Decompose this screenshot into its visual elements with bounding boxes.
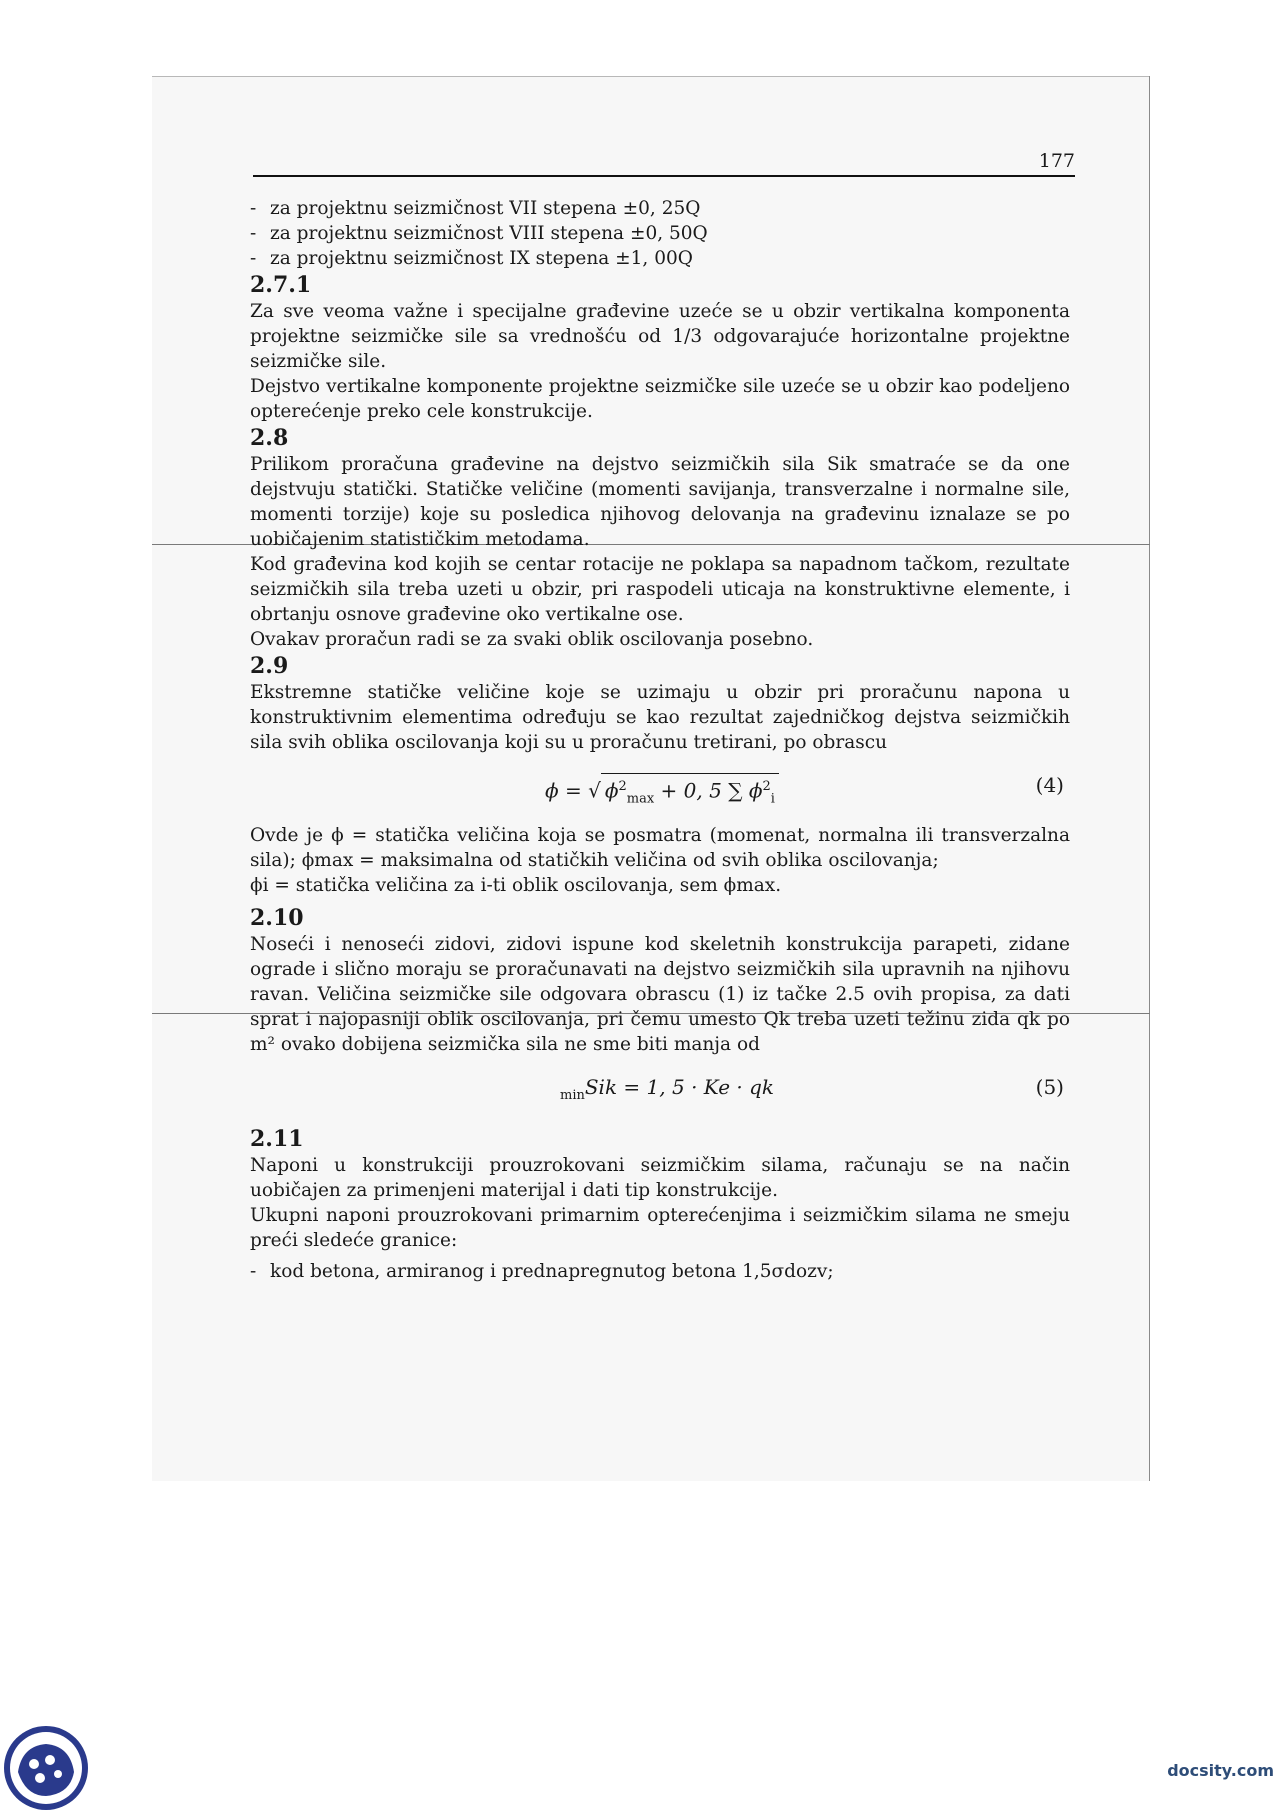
list-item: - za projektnu seizmičnost VII stepena ±0, 25Q [250,198,701,219]
list-item: - kod betona, armiranog i prednapregnutog betona 1,5σdozv; [250,1261,834,1282]
paragraph: Dejstvo vertikalne komponente projektne seizmičke sile uzeće se u obzir kao podeljeno opterećenje preko cele konstrukcije. [250,376,1070,422]
paragraph: Noseći i nenoseći zidovi, zidovi ispune kod skeletnih konstrukcija parapeti, zidane ograde i slično moraju se proračunavati na dejstvo seizmičkih sila upravnih na njihovu ravan. Veličina seizmičke sile odgovara obrascu (1) iz tačke 2.5 ovih propisa, za dati sprat i najopasniji oblik oscilovanja, pri čemu umesto Qk treba uzeti težinu zida qk po m² ovako dobijena seizmička sila ne sme biti manja od [250,934,1070,1055]
list-item: - za projektnu seizmičnost VIII stepena ±0, 50Q [250,223,708,244]
paragraph: Ovakav proračun radi se za svaki oblik oscilovanja posebno. [250,629,814,650]
paragraph: Prilikom proračuna građevine na dejstvo seizmičkih sila Sik smatraće se da one dejstvuju statički. Statičke veličine (momenti savijanja, transverzalne i normalne sile, momenti torzije) koje su posledica njihovog delovanja na građevinu iznalaze se po uobičajenim statističkim metodama. [250,454,1070,550]
paragraph: Ekstremne statičke veličine koje se uzimaju u obzir pri proračunu napona u konstruktivnim elementima određuju se kao rezultat zajedničkog dejstva seizmičkih sila svih oblika oscilovanja koji su u proračunu tretirani, po obrascu [250,682,1070,753]
page-border-top [152,76,1150,77]
equation-5 [250,1067,1070,1117]
equation-expression: ϕ = √ $\phi^2_{max} + 0$, 5 ∑ $\phi^2_i$ [545,773,779,812]
paragraph: ϕi = statička veličina za i-ti oblik oscilovanja, sem ϕmax. [250,875,782,896]
page-number: 177 [1038,150,1075,172]
header-rule [253,175,1075,177]
equation-expression: $_{min}$Sik = 1, 5 · Ke · qk [560,1075,775,1103]
paragraph: Za sve veoma važne i specijalne građevine uzeće se u obzir vertikalna komponenta projektne seizmičke sile sa vrednošću od 1/3 odgovarajuće horizontalne projektne seizmičke sile. [250,301,1070,372]
paragraph: Ukupni naponi prouzrokovani primarnim opterećenjima i seizmičkim silama ne smeju preći sledeće granice: [250,1205,1070,1251]
section-heading: 2.8 [250,425,289,451]
section-heading: 2.7.1 [250,272,312,298]
equation-4 [250,765,1070,815]
list-item: - za projektnu seizmičnost IX stepena ±1, 00Q [250,248,693,269]
paragraph: Kod građevina kod kojih se centar rotacije ne poklapa sa napadnom tačkom, rezultate seizmičkih sila treba uzeti u obzir, pri raspodeli uticaja na konstruktivne elemente, i obrtanju osnove građevine oko vertikalne ose. [250,554,1070,625]
paragraph: Naponi u konstrukciji prouzrokovani seizmičkim silama, računaju se na način uobičajen za primenjeni materijal i dati tip konstrukcije. [250,1155,1070,1201]
equation-number: (5) [1035,1075,1064,1099]
docsity-logo-icon[interactable] [0,1722,93,1811]
equation-number: (4) [1035,773,1064,797]
section-heading: 2.10 [250,905,304,931]
page-border-right [1149,76,1150,1481]
paragraph: Ovde je ϕ = statička veličina koja se posmatra (momenat, normalna ili transverzalna sila); ϕmax = maksimalna od statičkih veličina od svih oblika oscilovanja; [250,825,1070,871]
section-heading: 2.11 [250,1126,304,1152]
document-body [250,196,1070,1284]
section-heading: 2.9 [250,653,289,679]
docsity-brand-link[interactable]: docsity.com [1167,1761,1274,1780]
